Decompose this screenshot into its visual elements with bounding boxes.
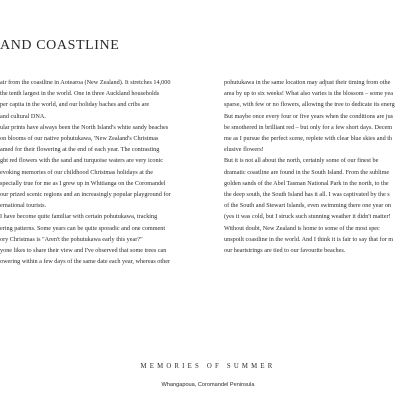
text-line: the deep south, the South Island has it all. I was captivated by the s <box>224 191 390 199</box>
text-line: ular prints have always been the North Island's white sandy beaches <box>0 123 169 131</box>
text-line: evoking memories of our childhood Christmas holidays at the <box>0 168 153 176</box>
text-line: the tenth largest in the world. One in three Auckland households <box>0 90 160 98</box>
text-line: area by up to six weeks! What also varies is the blossom – some yea <box>224 90 393 98</box>
text-line: be smothered in brilliant red – but only for a few short days. Decem <box>224 123 393 131</box>
text-line: dramatic coastline are found in the South Island. From the sublime <box>224 168 390 176</box>
text-line: ernational tourists. <box>0 202 47 210</box>
chapter-heading: AND COASTLINE <box>0 38 120 53</box>
text-line: air from the coastline in Aotearoa (New Zealand). It stretches 14,000 <box>0 79 171 86</box>
text-line: on blooms of our native pohutukawa, 'New Zealand's Christmas <box>0 135 159 143</box>
text-line: yone likes to share their view and I've observed that some trees can <box>0 247 167 255</box>
text-line: But maybe once every four or five years when the conditions are jus <box>224 112 394 120</box>
text-line: per capita in the world, and our holiday baches and cribs are <box>0 101 150 109</box>
right-text-column <box>216 77 412 256</box>
text-line: ory Christmas is "Aren't the pohutukawa early this year?" <box>0 235 143 243</box>
text-line: and cultural DNA. <box>0 112 46 120</box>
text-line: Without doubt, New Zealand is home to some of the most spec <box>224 224 380 232</box>
text-line: But it is not all about the north, certainly some of our finest be <box>224 157 379 165</box>
text-line: owering within a few days of the same date each year, whereas other <box>0 258 171 266</box>
text-line: I have become quite familiar with certain pohutukawa, tracking <box>0 213 158 221</box>
text-line: our heartstrings are tied to our favourite beaches. <box>224 247 346 255</box>
text-line: our prized scenic regions and an increasingly popular playground for <box>0 191 171 199</box>
text-line: ght red flowers with the sand and turquoise waters are very iconic <box>0 157 164 165</box>
text-line: specially true for me as I grew up in Whitianga on the Coromandel <box>0 179 166 187</box>
text-line: pohutukawa in the same location may adjust their timing from othe <box>224 79 391 86</box>
text-line: sparse, with few or no flowers, allowing the tree to dedicate its energ <box>224 101 395 109</box>
left-text-column <box>0 77 196 267</box>
text-line: ering patterns. Some years can be quite sporadic and one comment <box>0 224 166 232</box>
text-line: unspoilt coastline in the world. And I think it is fair to say that for m <box>224 235 394 243</box>
text-line: me as I pursue the perfect scene, replete with clear blue skies and th <box>224 135 393 143</box>
text-line: of the South and Stewart Islands, even swimming there one year on <box>224 202 392 210</box>
running-footer-title: MEMORIES OF SUMMER <box>140 363 276 370</box>
text-line: (yes it was cold, but I struck such stunning weather it didn't matter! <box>224 213 391 221</box>
text-line: elusive flowers! <box>224 146 264 154</box>
text-line: golden sands of the Abel Tasman National Park in the north, to the <box>224 179 389 187</box>
text-line: amed for their flowering at the end of each year. The contrasting <box>0 146 160 154</box>
photo-caption: Whangapoua, Coromandel Peninsula <box>161 382 255 388</box>
